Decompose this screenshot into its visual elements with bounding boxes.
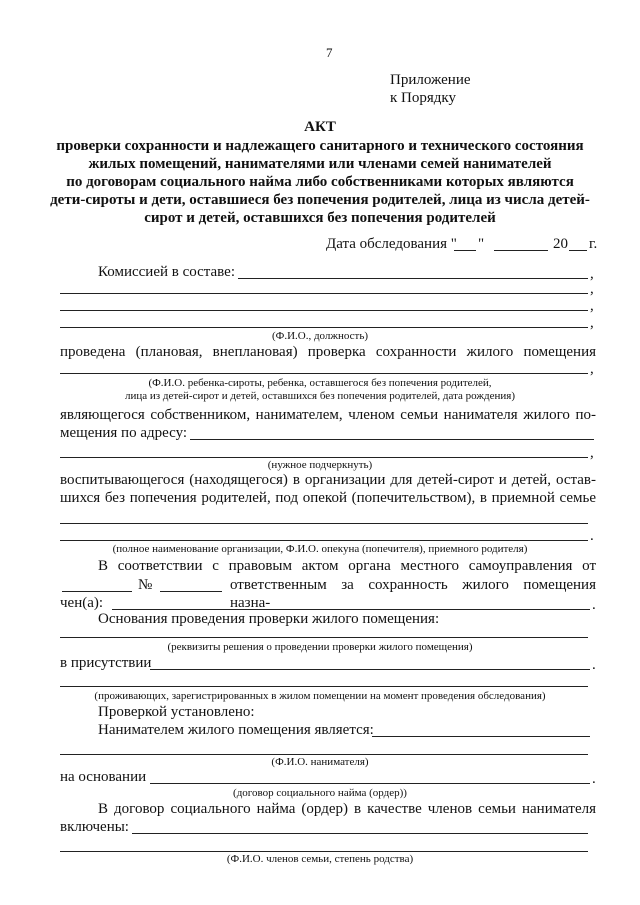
appointed-label: чен(а): [60,595,104,611]
caption-child-1: (Ф.И.О. ребенка-сироты, ребенка, оставшегося без попечения родителей, [148,377,492,389]
caption-fio-position: (Ф.И.О., должность) [271,330,369,342]
address-label: мещения по адресу: [60,425,188,441]
caption-org-full: (полное наименование организации, Ф.И.О. опекуна (попечителя), приемного родителя) [112,543,528,555]
caption-family-members: (Ф.И.О. членов семьи, степень родства) [226,853,414,865]
basis-field[interactable] [150,783,590,784]
address-comma: , [590,445,594,461]
address-field-2[interactable] [60,457,588,458]
commission-field-3[interactable] [60,310,588,311]
grounds-field[interactable] [60,637,588,638]
appendix-line-1: Приложение [390,72,471,88]
included-line-1: В договор социального найма (ордер) в качестве членов семьи нанимателя [98,801,596,817]
subtitle-line-3: по договорам социального найма либо собственниками которых являются [66,174,574,190]
child-name-field[interactable] [60,373,588,374]
commission-label: Комиссией в составе: [98,264,236,280]
caption-decision-details: (реквизиты решения о проведении проверки жилого помещения) [167,641,473,653]
presence-period: . [592,657,596,673]
appointed-period: . [592,597,596,613]
act-number-sign: № [138,577,153,593]
brought-up-line-2: шихся без попечения родителей, под опекой (попечительством), в приемной семье [60,490,596,506]
included-label: включены: [60,819,129,835]
commission-field-4[interactable] [60,327,588,328]
tenant-field-1[interactable] [372,736,590,737]
appendix-line-2: к Порядку [390,90,456,106]
presence-field-2[interactable] [60,686,588,687]
commission-comma-4: , [590,315,594,331]
family-field-2[interactable] [60,851,588,852]
commission-comma-3: , [590,298,594,314]
accordance-line-1: В соответствии с правовым актом органа местного самоуправления от [98,558,596,574]
date-year-field[interactable] [569,250,587,251]
commission-field-1[interactable] [238,278,588,279]
address-field-1[interactable] [190,439,594,440]
subtitle-line-5: сирот и детей, оставшихся без попечения родителей [144,210,496,226]
caption-residents: (проживающих, зарегистрированных в жилом помещении на момент проведения обследования) [94,690,546,702]
tenant-is-label: Нанимателем жилого помещения является: [98,722,374,738]
date-quote-close: " [478,236,485,252]
act-number-field[interactable] [160,591,222,592]
date-year-suffix: г. [589,236,598,252]
family-field-1[interactable] [132,833,588,834]
conducted-line: проведена (плановая, внеплановая) проверка сохранности жилого помещения [60,344,596,360]
tenant-field-2[interactable] [60,754,588,755]
subtitle-line-2: жилых помещений, нанимателями или членами семей нанимателей [88,156,552,172]
date-year-prefix: 20 [553,236,568,252]
date-month-field[interactable] [494,250,548,251]
commission-field-2[interactable] [60,293,588,294]
caption-contract: (договор социального найма (ордер)) [233,787,407,799]
subtitle-line-1: проверки сохранности и надлежащего санитарного и технического состояния [56,138,584,154]
document-title: АКТ [304,119,336,135]
caption-child-2: лица из детей-сирот и детей, оставшихся без попечения родителей, дата рождения) [124,390,515,402]
child-comma: , [590,361,594,377]
grounds-label: Основания проведения проверки жилого помещения: [98,611,440,627]
commission-comma-1: , [590,266,594,282]
commission-comma-2: , [590,281,594,297]
subtitle-line-4: дети-сироты и дети, оставшиеся без попечения родителей, лица из числа детей- [50,192,590,208]
established-label: Проверкой установлено: [98,704,255,720]
page-number: 7 [326,45,333,60]
organization-period: . [590,528,594,544]
date-day-field[interactable] [454,250,476,251]
date-label: Дата обследования " [326,236,457,252]
basis-label: на основании [60,769,147,785]
organization-field-1[interactable] [60,523,588,524]
organization-field-2[interactable] [60,540,588,541]
owner-line: являющегося собственником, нанимателем, членом семьи нанимателя жилого по- [60,407,596,423]
presence-label: в присутствии [60,655,152,671]
caption-tenant-fio: (Ф.И.О. нанимателя) [271,756,369,768]
basis-period: . [592,771,596,787]
brought-up-line-1: воспитывающегося (находящегося) в организации для детей-сирот и детей, остав- [60,472,596,488]
accordance-line-2: ответственным за сохранность жилого помещения назна- [230,577,596,611]
act-date-field[interactable] [62,591,132,592]
caption-underline-needed: (нужное подчеркнуть) [267,459,373,471]
presence-field-1[interactable] [150,669,590,670]
